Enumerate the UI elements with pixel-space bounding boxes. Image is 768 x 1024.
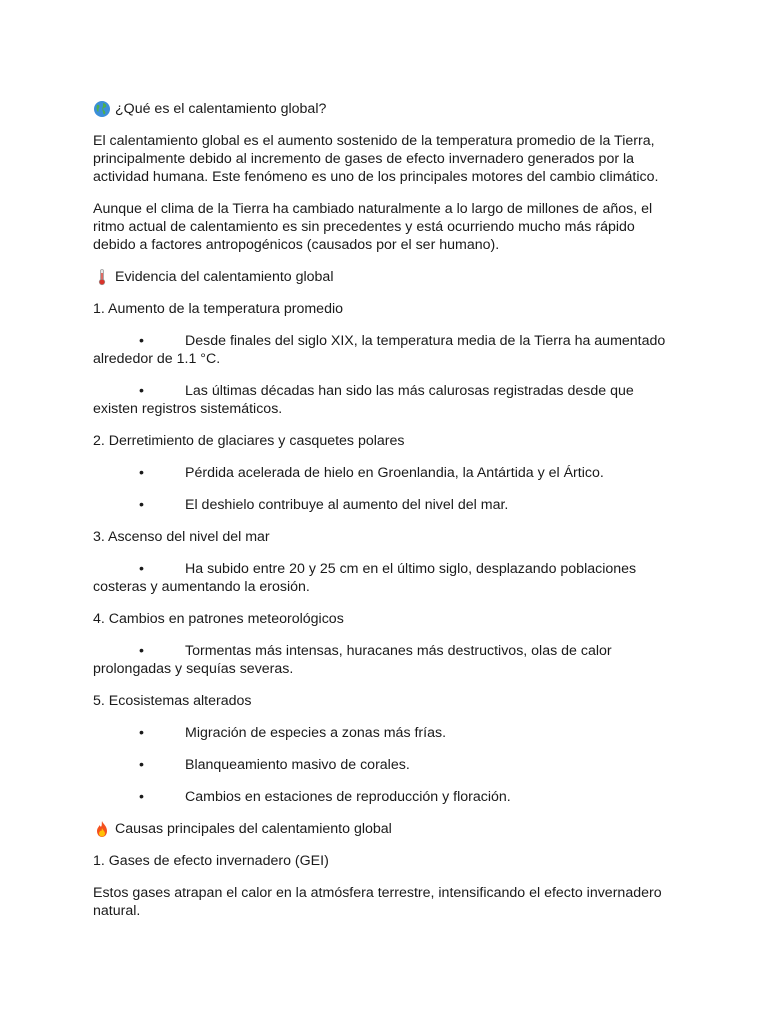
paragraph: Aunque el clima de la Tierra ha cambiado naturalmente a lo largo de millones de años, el ritmo actual de calentamiento es sin precedentes y está ocurriendo mucho más rápido debido a factores antropogénicos (causados por el ser humano). [93,201,653,253]
list-item: • El deshielo contribuye al aumento del nivel del mar. [139,497,509,513]
list-item: • Tormentas más intensas, huracanes más destructivos, olas de calor prolongadas y sequías severas. [93,643,612,677]
list-item: • Cambios en estaciones de reproducción y floración. [139,789,511,805]
section-title: Evidencia del calentamiento global [115,269,334,285]
list-item: • Desde finales del siglo XIX, la temperatura media de la Tierra ha aumentado alrededor de 1.1 °C. [93,333,666,367]
paragraph: El calentamiento global es el aumento sostenido de la temperatura promedio de la Tierra, principalmente debido al incremento de gases de efecto invernadero generados por la actividad humana. Este fenómeno es uno de los principales motores del cambio climático. [93,133,659,185]
section-heading-evidence [93,268,673,286]
list-item: • Migración de especies a zonas más frías. [139,725,447,741]
evidence-item-heading: 3. Ascenso del nivel del mar [93,529,270,545]
document-page [93,100,673,934]
bullet: • [139,757,144,773]
cause-item-heading: 1. Gases de efecto invernadero (GEI) [93,853,329,869]
list-item: • Pérdida acelerada de hielo en Groenlandia, la Antártida y el Ártico. [139,465,604,481]
list-item: • Ha subido entre 20 y 25 cm en el último siglo, desplazando poblaciones costeras y aumentando la erosión. [93,561,637,595]
bullet: • [139,333,144,349]
evidence-item-heading: 2. Derretimiento de glaciares y casquetes polares [93,433,405,449]
bullet: • [139,725,144,741]
section-heading-causes [93,820,673,838]
list-item: • Blanqueamiento masivo de corales. [139,757,410,773]
paragraph: Estos gases atrapan el calor en la atmósfera terrestre, intensificando el efecto invernadero natural. [93,885,662,919]
section-heading-what-is [93,100,673,118]
bullet: • [139,789,144,805]
section-title: ¿Qué es el calentamiento global? [115,101,327,117]
section-title: Causas principales del calentamiento global [115,821,392,837]
globe-icon [93,100,111,118]
bullet: • [139,465,144,481]
bullet: • [139,643,144,659]
thermometer-icon [93,268,111,286]
bullet: • [139,383,144,399]
evidence-item-heading: 1. Aumento de la temperatura promedio [93,301,344,317]
bullet: • [139,561,144,577]
bullet: • [139,497,144,513]
evidence-item-heading: 5. Ecosistemas alterados [93,693,252,709]
evidence-item-heading: 4. Cambios en patrones meteorológicos [93,611,344,627]
list-item: • Las últimas décadas han sido las más calurosas registradas desde que existen registros sistemáticos. [93,383,634,417]
fire-icon [93,820,111,838]
